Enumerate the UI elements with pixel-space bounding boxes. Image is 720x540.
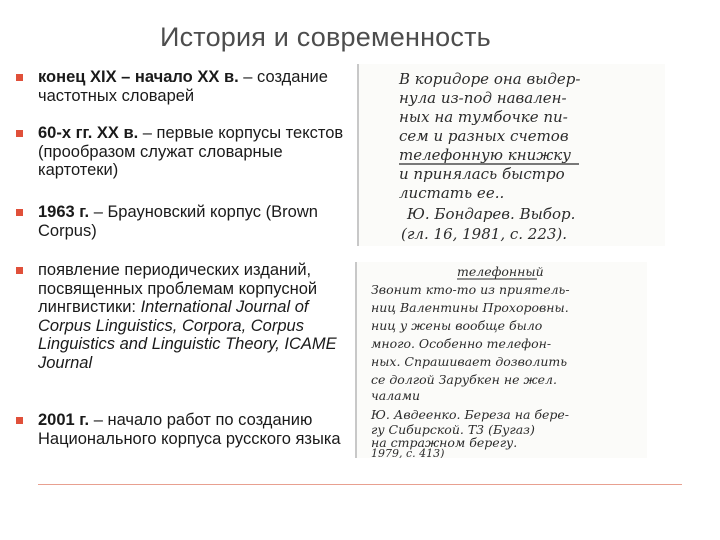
bullet-italic: International Journal of Corpus Linguistics, Corpora, Corpus Linguistics and Linguistic Theory, ICAME Journal bbox=[38, 298, 337, 372]
card-line: 1979, с. 413) bbox=[371, 447, 445, 458]
card-line: ных. Спрашивает дозволить bbox=[371, 354, 568, 369]
card-line: и принялась быстро bbox=[399, 165, 565, 183]
card-line: много. Особенно телефон- bbox=[371, 336, 552, 351]
bullet-text: – первые корпусы текстов (прообразом служат словарные картотеки) bbox=[38, 124, 344, 179]
card-line: сем и разных счетов bbox=[399, 127, 569, 145]
bullet-marker bbox=[16, 417, 23, 424]
bullet-bold: 1963 г. bbox=[38, 203, 90, 221]
card-line: нула из-под навален- bbox=[399, 89, 567, 107]
card-top-svg bbox=[359, 64, 665, 246]
card-line: ниц Валентины Прохоровны. bbox=[371, 300, 569, 315]
bullet-item bbox=[14, 124, 346, 180]
slide-title: История и современность bbox=[160, 22, 491, 52]
bullet-item bbox=[14, 261, 346, 372]
bullet-text: – начало работ по созданию Национального корпуса русского языка bbox=[38, 411, 341, 448]
card-headword: телефонный bbox=[457, 264, 544, 279]
bullet-marker bbox=[16, 209, 23, 216]
bullet-bold: 60-х гг. XX в. bbox=[38, 124, 139, 142]
card-bottom-svg bbox=[357, 262, 647, 458]
bullet-text: – Брауновский корпус (Brown Corpus) bbox=[38, 203, 318, 240]
bullet-item bbox=[14, 68, 346, 105]
card-line: Ю. Авдеенко. Береза на бере- bbox=[371, 407, 570, 422]
card-line: чалами bbox=[371, 388, 421, 403]
bullet-marker bbox=[16, 130, 23, 137]
card-line: телефонную книжку bbox=[399, 146, 571, 164]
bullet-text: – создание частотных словарей bbox=[38, 68, 328, 105]
card-line: В коридоре она выдер- bbox=[399, 70, 581, 88]
bullet-marker bbox=[16, 74, 23, 81]
bullet-bold: конец XIX – начало XX в. bbox=[38, 68, 239, 86]
footer-divider bbox=[38, 484, 682, 485]
bullet-marker bbox=[16, 267, 23, 274]
card-line: Ю. Бондарев. Выбор. bbox=[407, 205, 576, 223]
card-line: (гл. 16, 1981, с. 223). bbox=[401, 225, 568, 243]
handwritten-card-top bbox=[357, 64, 665, 246]
card-line: Звонит кто-то из приятель- bbox=[371, 282, 570, 297]
card-line: ных на тумбочке пи- bbox=[399, 108, 568, 126]
card-line: листать ее.. bbox=[399, 184, 505, 202]
bullet-item bbox=[14, 411, 346, 448]
card-line: на стражном берегу. bbox=[371, 435, 518, 450]
handwritten-card-bottom bbox=[355, 262, 647, 458]
card-line: се долгой Зарубкен не жел. bbox=[371, 372, 557, 387]
bullet-item bbox=[14, 203, 346, 240]
bullet-bold: 2001 г. bbox=[38, 411, 90, 429]
card-line: ниц у жены вообще было bbox=[371, 318, 543, 333]
card-line: гу Сибирской. Т3 (Бугаз) bbox=[371, 422, 535, 437]
bullet-text: появление периодических изданий, посвященных проблемам корпусной лингвистики: bbox=[38, 261, 318, 316]
